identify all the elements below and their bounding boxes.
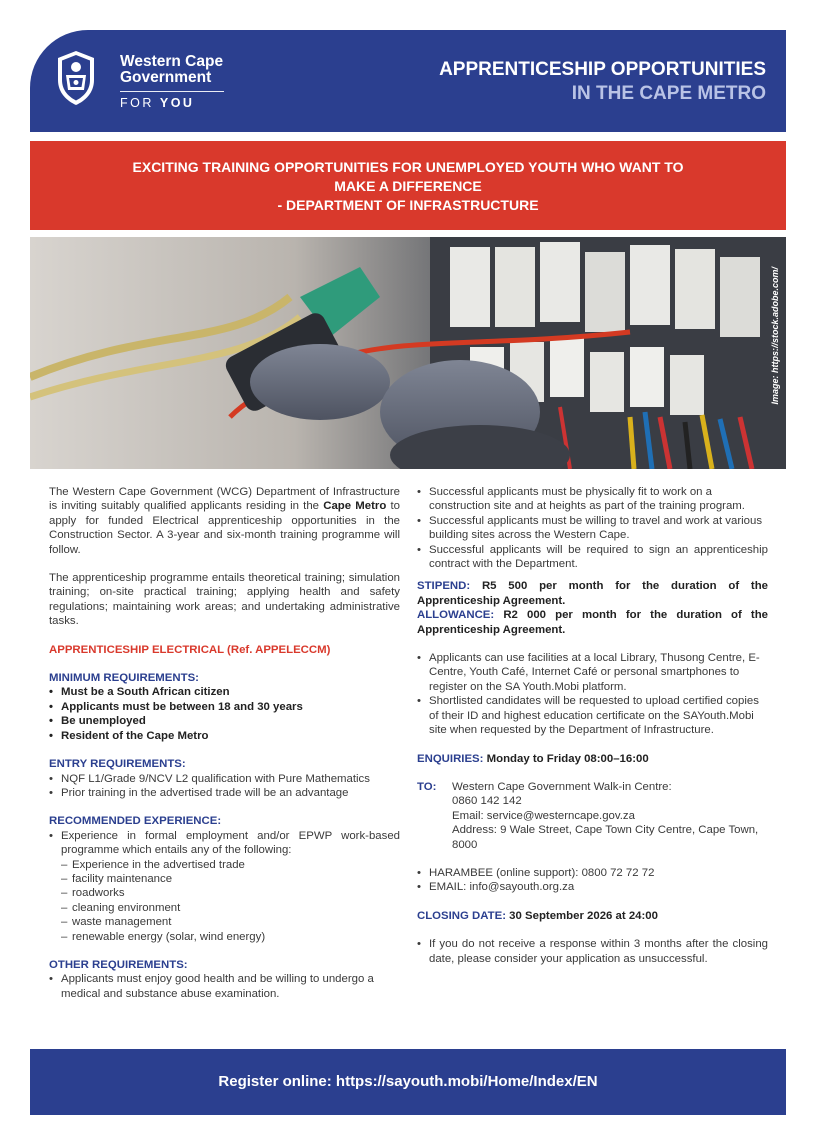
logo-tagline xyxy=(120,96,224,110)
min-req-item: • Resident of the Cape Metro xyxy=(49,729,400,743)
page-title xyxy=(439,58,766,106)
contact-email: Email: service@westerncape.gov.za xyxy=(452,809,635,822)
min-req-item: • Be unemployed xyxy=(49,714,400,728)
experience-intro: • Experience in formal employment and/or EPWP work-based programme which entails any of the following: xyxy=(49,829,400,858)
closing-date-value: 30 September 2026 at 24:00 xyxy=(506,909,658,922)
recommended-experience-heading: RECOMMENDED EXPERIENCE: xyxy=(49,815,222,828)
image-credit: Image: https://stock.adobe.com/ xyxy=(770,267,780,405)
right-column xyxy=(417,485,768,966)
min-req-item: • Applicants must be between 18 and 30 years xyxy=(49,700,400,714)
apply-info-item: • Shortlisted candidates will be requested to upload certified copies of their ID and highest education certificate on the SAYouth.Mobi site when requested by the Department of Infrastructure. xyxy=(417,694,768,737)
allowance-label: ALLOWANCE: xyxy=(417,609,495,622)
headline-banner xyxy=(30,141,786,230)
intro-paragraph xyxy=(49,485,400,557)
register-online-link[interactable]: Register online: https://sayouth.mobi/Home/Index/EN xyxy=(218,1073,598,1090)
intro-text-location: Cape Metro xyxy=(323,500,387,513)
logo-tagline-you: YOU xyxy=(159,96,195,110)
support-contact-item: • HARAMBEE (online support): 0800 72 72 72 xyxy=(417,866,768,880)
allowance-text: R2 000 per month for the duration of the Apprenticeship Agreement. xyxy=(417,609,768,636)
enquiries-hours: Monday to Friday 08:00–16:00 xyxy=(483,752,649,765)
logo-name-line1: Western Cape xyxy=(120,53,224,70)
stipend-label: STIPEND: xyxy=(417,580,471,593)
header-banner xyxy=(30,30,786,132)
closing-date-label: CLOSING DATE: xyxy=(417,909,507,922)
physical-req-item: • Successful applicants must be willing to travel and work at various building sites across the Western Cape. xyxy=(417,514,768,543)
minimum-requirements-heading: MINIMUM REQUIREMENTS: xyxy=(49,672,199,685)
logo-tagline-for: FOR xyxy=(120,96,154,110)
experience-item: – cleaning environment xyxy=(49,901,400,915)
enquiries-line xyxy=(417,752,768,766)
contact-details xyxy=(452,780,768,852)
headline-line-3: - DEPARTMENT OF INFRASTRUCTURE xyxy=(277,197,539,213)
logo-divider xyxy=(120,91,224,92)
electrician-illustration xyxy=(30,237,786,469)
entry-requirements-heading: ENTRY REQUIREMENTS: xyxy=(49,758,186,771)
electrician-photo xyxy=(30,237,786,469)
headline-line-2: MAKE A DIFFERENCE xyxy=(334,178,482,194)
programme-paragraph: The apprenticeship programme entails theoretical training; simulation training; on-site practical training; applying health and safety regulations; maintaining work areas; and undertaking administrative tasks. xyxy=(49,572,400,628)
logo-name-line2: Government xyxy=(120,69,212,86)
left-column xyxy=(49,485,400,1001)
intro-text-a: The Western Cape Government (WCG) Department of Infrastructure is inviting suitably qualified applicants residing in the xyxy=(49,486,400,513)
contact-phone: 0860 142 142 xyxy=(452,795,522,808)
entry-req-item: • Prior training in the advertised trade will be an advantage xyxy=(49,786,400,800)
contact-centre-name: Western Cape Government Walk-in Centre: xyxy=(452,780,672,793)
other-req-item: • Applicants must enjoy good health and be willing to undergo a medical and substance abuse examination. xyxy=(49,972,400,1001)
experience-item: – renewable energy (solar, wind energy) xyxy=(49,930,400,944)
enquiries-label: ENQUIRIES: xyxy=(417,752,484,765)
intro-text-c: to apply for funded Electrical apprenticeship opportunities in the Construction Sector. A 3-year and six-month training programme will follow. xyxy=(49,500,400,556)
allowance-line xyxy=(417,608,768,637)
contact-address: Address: 9 Wale Street, Cape Town City Centre, Cape Town, 8000 xyxy=(452,824,759,851)
position-heading: APPRENTICESHIP ELECTRICAL (Ref. APPELECCM) xyxy=(49,643,331,656)
stipend-line xyxy=(417,579,768,608)
title-line-2: IN THE CAPE METRO xyxy=(571,83,766,104)
physical-req-item: • Successful applicants will be required to sign an apprenticeship contract with the Department. xyxy=(417,543,768,572)
entry-req-item: • NQF L1/Grade 9/NCV L2 qualification with Pure Mathematics xyxy=(49,772,400,786)
coat-of-arms-logo xyxy=(54,50,98,106)
experience-item: – roadworks xyxy=(49,886,400,900)
contact-block xyxy=(417,780,768,852)
register-online-banner xyxy=(30,1049,786,1115)
experience-item: – waste management xyxy=(49,915,400,929)
closing-date-line xyxy=(417,909,768,923)
closing-note-item: • If you do not receive a response within 3 months after the closing date, please consider your application as unsuccessful. xyxy=(417,937,768,966)
min-req-item: • Must be a South African citizen xyxy=(49,685,400,699)
title-line-1: APPRENTICESHIP OPPORTUNITIES xyxy=(439,59,766,80)
other-requirements-heading: OTHER REQUIREMENTS: xyxy=(49,958,188,971)
experience-item: – facility maintenance xyxy=(49,872,400,886)
logo-wordmark xyxy=(120,54,224,110)
experience-item: – Experience in the advertised trade xyxy=(49,858,400,872)
apply-info-item: • Applicants can use facilities at a local Library, Thusong Centre, E-Centre, Youth Café, Internet Café or personal smartphones to register on the SA Youth.Mobi platform. xyxy=(417,651,768,694)
stipend-text: R5 500 per month for the duration of the Apprenticeship Agreement. xyxy=(417,580,768,607)
headline-line-1: EXCITING TRAINING OPPORTUNITIES FOR UNEMPLOYED YOUTH WHO WANT TO xyxy=(132,159,684,175)
support-contact-item: • EMAIL: info@sayouth.org.za xyxy=(417,880,768,894)
physical-req-item: • Successful applicants must be physically fit to work on a construction site and at heights as part of the training program. xyxy=(417,485,768,514)
to-label: TO: xyxy=(417,780,437,793)
